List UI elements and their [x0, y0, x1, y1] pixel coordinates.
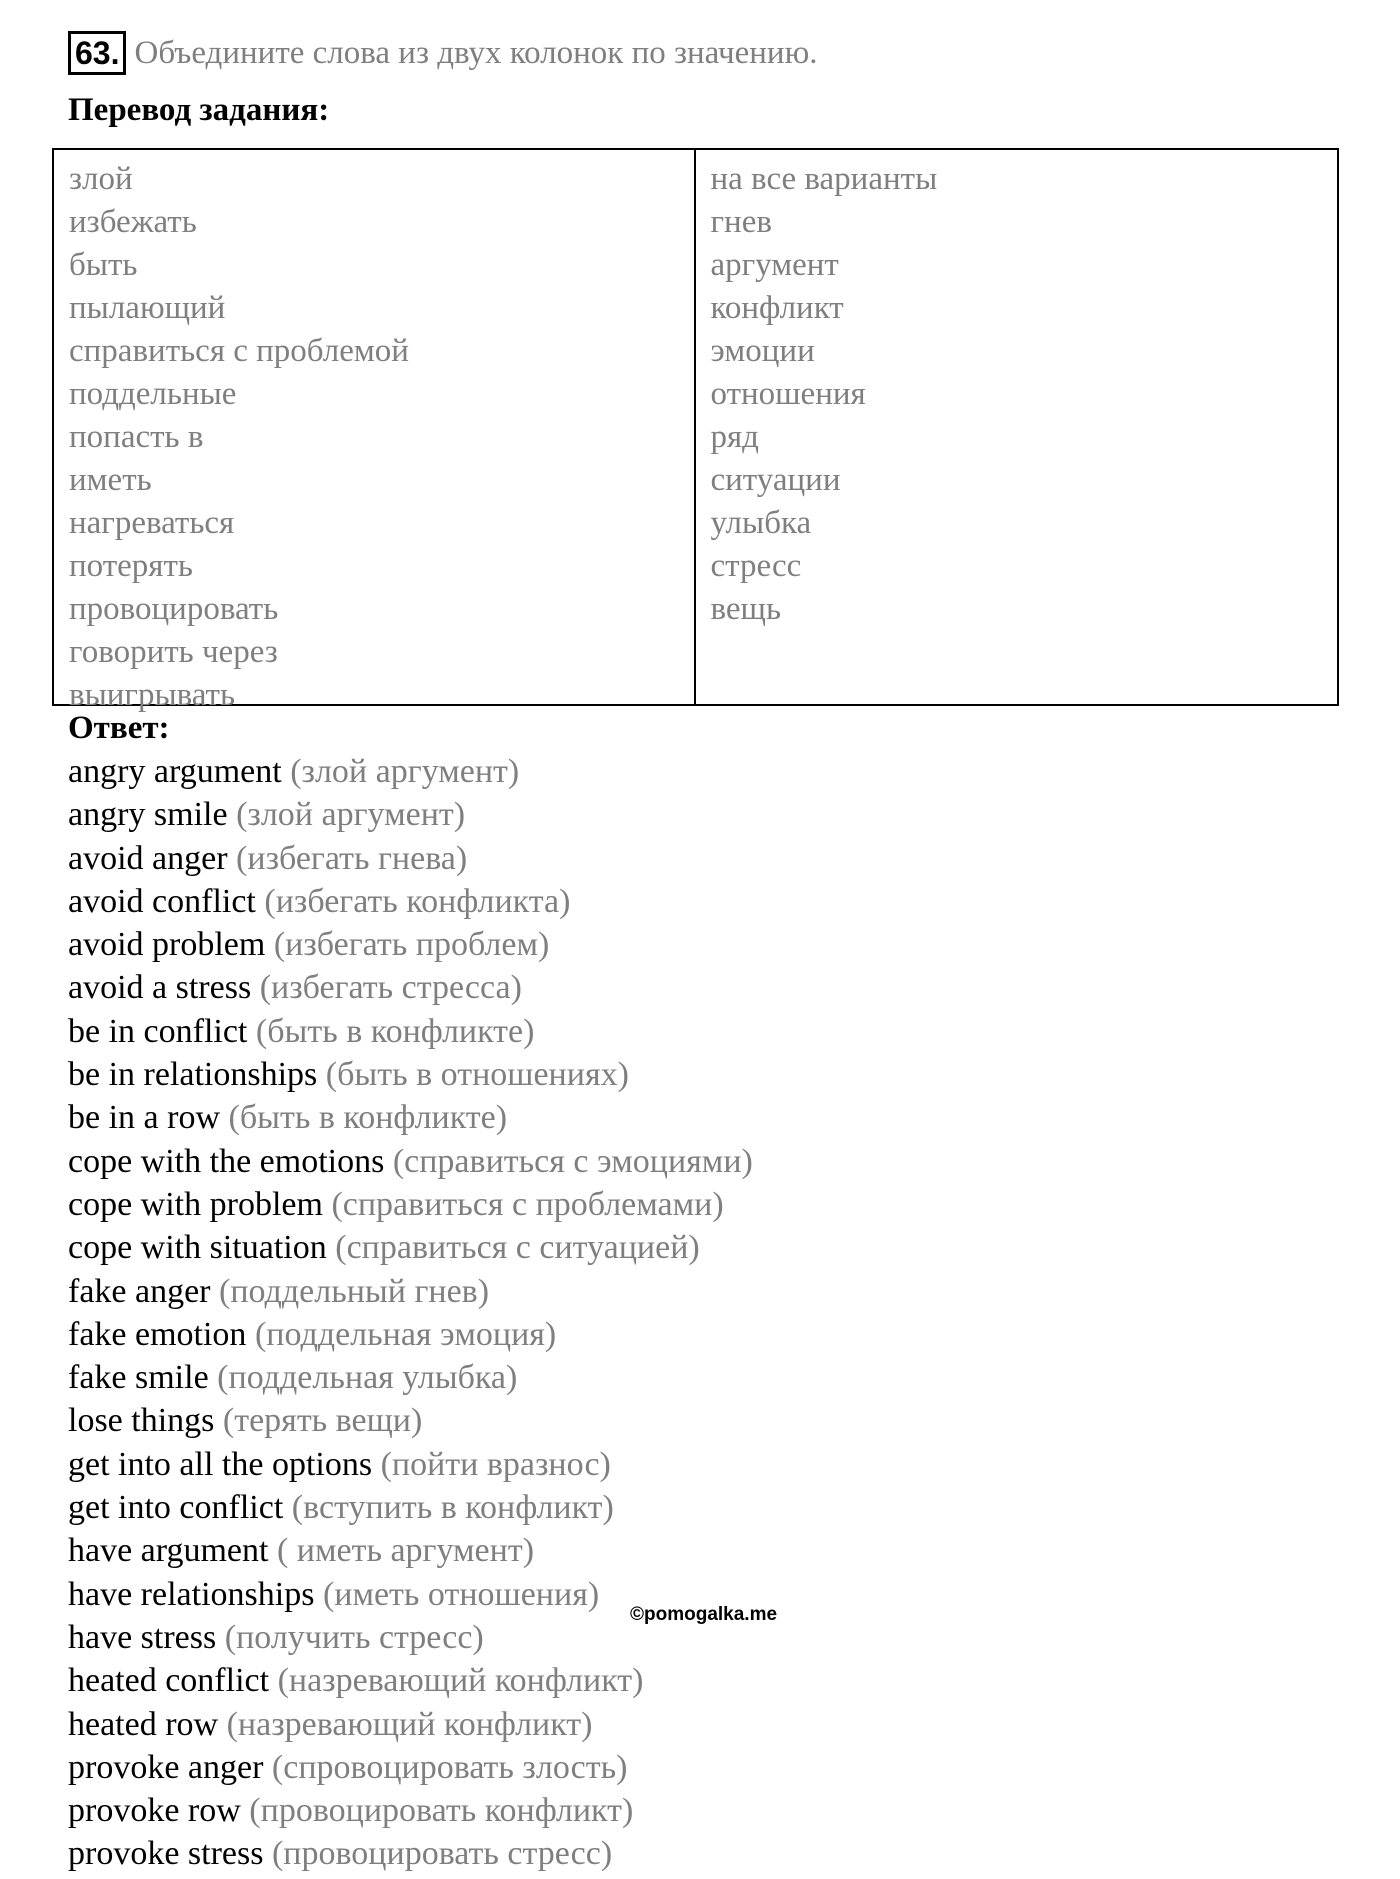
answer-heading: Ответ: [68, 710, 170, 746]
answer-english: avoid problem [68, 926, 266, 964]
answer-russian: (быть в отношениях) [325, 1056, 629, 1094]
answer-russian: (злой аргумент) [236, 796, 466, 834]
left-word-item: выигрывать [69, 677, 236, 713]
answer-english: have argument [68, 1532, 269, 1570]
answer-english: provoke anger [68, 1748, 264, 1786]
answer-english: get into conflict [68, 1489, 284, 1527]
answer-item [68, 1529, 753, 1572]
answer-russian: (спровоцировать злость) [271, 1748, 628, 1786]
answer-english: provoke row [68, 1792, 241, 1830]
right-word-item: улыбка [710, 505, 812, 541]
answer-russian: (поддельная улыбка) [217, 1359, 518, 1397]
left-word-item: пылающий [69, 290, 226, 326]
answer-english: fake anger [68, 1272, 211, 1310]
answer-russian: (избегать гнева) [236, 839, 468, 877]
right-word-item: ряд [710, 419, 759, 455]
answer-item [68, 1096, 753, 1139]
answer-russian: (справиться с проблемами) [331, 1185, 724, 1223]
left-word-item: поддельные [69, 376, 237, 412]
left-word-item: говорить через [69, 634, 278, 670]
answer-english: be in relationships [68, 1056, 318, 1094]
answer-item [68, 1226, 753, 1269]
answer-russian: (получить стресс) [224, 1618, 484, 1656]
answer-russian: (избегать проблем) [273, 926, 550, 964]
answer-english: heated conflict [68, 1662, 270, 1700]
answer-english: cope with situation [68, 1229, 327, 1267]
answer-item [68, 1399, 753, 1442]
answer-russian: (назревающий конфликт) [277, 1662, 644, 1700]
answer-russian: (назревающий конфликт) [226, 1705, 593, 1743]
answer-english: angry argument [68, 753, 282, 790]
task-number: 63. [68, 31, 126, 75]
left-word-column [54, 150, 696, 713]
right-word-item: на все варианты [710, 161, 938, 197]
answer-item [68, 1183, 753, 1226]
answer-russian: (справиться с ситуацией) [335, 1229, 700, 1267]
answer-item [68, 1356, 753, 1399]
answer-russian: (злой аргумент) [290, 753, 520, 790]
answer-english: cope with the emotions [68, 1142, 385, 1180]
task-header [68, 30, 817, 76]
answer-russian: (вступить в конфликт) [291, 1489, 614, 1527]
answer-english: get into all the options [68, 1445, 373, 1483]
right-word-item: стресс [710, 548, 802, 584]
left-word-item: попасть в [69, 419, 204, 455]
answer-item [68, 1789, 753, 1832]
right-word-item: ситуации [710, 462, 841, 498]
answer-item [68, 1053, 753, 1096]
answer-russian: (справиться с эмоциями) [392, 1142, 753, 1180]
answer-english: angry smile [68, 796, 228, 834]
right-word-column [696, 150, 1338, 704]
answer-item [68, 1832, 753, 1875]
translation-heading: Перевод задания: [68, 92, 330, 128]
answer-item [68, 1010, 753, 1053]
answer-item [68, 1486, 753, 1529]
answer-english: heated row [68, 1705, 219, 1743]
answer-item [68, 1746, 753, 1789]
left-word-item: провоцировать [69, 591, 279, 627]
right-word-item: конфликт [710, 290, 844, 326]
right-word-item: вещь [710, 591, 781, 627]
left-word-item: иметь [69, 462, 152, 498]
right-word-item: отношения [710, 376, 866, 412]
answer-russian: (поддельная эмоция) [254, 1315, 557, 1353]
answer-item [68, 1270, 753, 1313]
answer-item [68, 837, 753, 880]
answer-english: have stress [68, 1618, 217, 1656]
left-word-item: справиться с проблемой [69, 333, 409, 369]
answer-item [68, 880, 753, 923]
answer-russian: (избегать конфликта) [264, 882, 571, 920]
answer-english: have relationships [68, 1575, 315, 1613]
answer-russian: (терять вещи) [222, 1402, 423, 1440]
answer-english: be in a row [68, 1099, 221, 1137]
left-word-item: злой [69, 161, 133, 197]
answer-english: be in conflict [68, 1012, 248, 1050]
answer-english: lose things [68, 1402, 215, 1440]
answer-item [68, 1443, 753, 1486]
answer-english: fake smile [68, 1359, 209, 1397]
answer-russian: ( иметь аргумент) [276, 1532, 535, 1570]
answer-english: avoid anger [68, 839, 228, 877]
answer-english: provoke stress [68, 1835, 264, 1873]
answer-item [68, 1659, 753, 1702]
answer-russian: (быть в конфликте) [228, 1099, 508, 1137]
answer-russian: (избегать стресса) [259, 969, 522, 1007]
answer-item [68, 1140, 753, 1183]
answer-item [68, 1313, 753, 1356]
answer-item [68, 966, 753, 1009]
right-word-item: эмоции [710, 333, 815, 369]
word-table [52, 148, 1339, 713]
answer-russian: (пойти вразнос) [380, 1445, 611, 1483]
right-word-item: гнев [710, 204, 772, 240]
answer-item [68, 750, 753, 793]
answer-item [68, 923, 753, 966]
watermark: ©pomogalka.me [630, 1604, 778, 1625]
left-word-item: потерять [69, 548, 193, 584]
answer-english: avoid a stress [68, 969, 252, 1007]
answer-russian: (иметь отношения) [322, 1575, 600, 1613]
answer-english: fake emotion [68, 1315, 247, 1353]
answer-item [68, 793, 753, 836]
left-word-item: нагреваться [69, 505, 235, 541]
answer-english: cope with problem [68, 1185, 323, 1223]
answer-russian: (быть в конфликте) [255, 1012, 535, 1050]
answer-item [68, 1703, 753, 1746]
left-word-item: быть [69, 247, 138, 283]
answer-russian: (провоцировать стресс) [271, 1835, 613, 1873]
answer-list [68, 750, 753, 1876]
left-word-item: избежать [69, 204, 197, 240]
task-instruction: Объедините слова из двух колонок по значению. [134, 34, 818, 71]
answer-russian: (провоцировать конфликт) [249, 1792, 634, 1830]
right-word-item: аргумент [710, 247, 839, 283]
answer-russian: (поддельный гнев) [219, 1272, 490, 1310]
answer-english: avoid conflict [68, 882, 256, 920]
